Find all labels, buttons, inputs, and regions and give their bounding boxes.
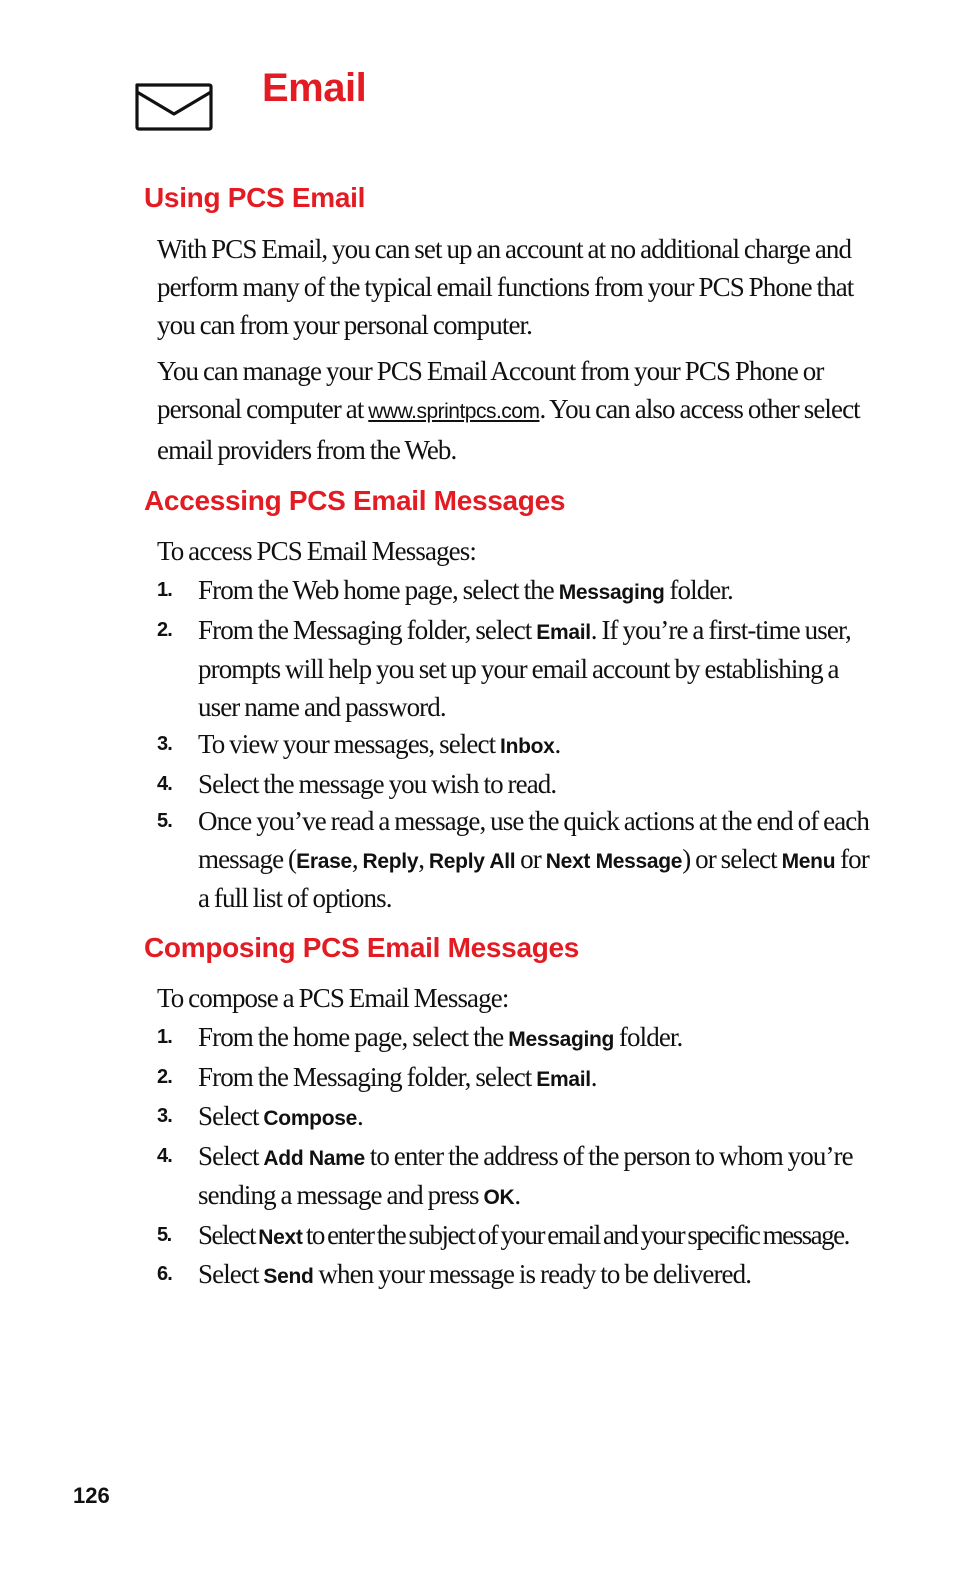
step-number: 3. — [157, 733, 172, 755]
step-text: . — [514, 1180, 521, 1210]
menu-keyword: Next Message — [545, 849, 683, 873]
step-item — [157, 572, 877, 612]
step-number: 4. — [157, 772, 172, 795]
menu-keyword: Messaging — [558, 581, 665, 604]
step-text: From the Web home page, select the — [198, 575, 559, 605]
step-text: Select — [198, 1140, 264, 1171]
paragraph-intro: With PCS Email, you can set up an account at no additional charge and perform many of the typical email functions from your PCS Phone that you can from your personal computer. — [157, 234, 854, 340]
step-number: 5. — [157, 1223, 171, 1246]
step-text: when your message is ready to be delivered. — [313, 1259, 752, 1289]
step-text: ) or select — [682, 843, 782, 874]
step-text: To view your messages, select — [198, 729, 501, 759]
menu-keyword: Email — [536, 620, 591, 644]
step-number: 1. — [157, 579, 172, 601]
step-text: Select the message you wish to read. — [198, 768, 557, 799]
paragraph-text: You can manage your PCS Email Account from your PCS Phone or personal computer at — [157, 356, 824, 424]
accessing-intro: To access PCS Email Messages: — [157, 536, 476, 566]
menu-keyword: Reply — [362, 849, 419, 873]
step-text: From the Messaging folder, select — [198, 614, 537, 645]
menu-keyword: Reply All — [428, 849, 516, 873]
step-item — [157, 1256, 877, 1296]
step-item — [157, 1019, 877, 1059]
step-item — [157, 726, 877, 766]
step-item — [157, 1217, 877, 1257]
step-number: 3. — [157, 1105, 172, 1127]
menu-keyword: Send — [263, 1265, 314, 1288]
step-text: From the home page, select the — [198, 1022, 509, 1052]
step-text: . — [357, 1101, 363, 1131]
composing-steps-list — [157, 1019, 877, 1296]
step-text: to enter the subject of your email and your specific message. — [302, 1219, 849, 1250]
step-text: Select — [198, 1219, 259, 1250]
step-text: Select — [198, 1101, 264, 1131]
step-item — [157, 1059, 877, 1099]
step-number: 1. — [157, 1026, 172, 1048]
section-heading-composing-messages: Composing PCS Email Messages — [144, 932, 580, 963]
step-text: folder. — [614, 1022, 683, 1052]
page-number: 126 — [73, 1483, 110, 1508]
step-item — [157, 612, 877, 727]
accessing-steps-list — [157, 572, 877, 918]
paragraph-text: . You can also access other select email providers from the Web. — [157, 394, 860, 465]
step-text: Select — [198, 1259, 264, 1289]
step-number: 6. — [157, 1263, 172, 1285]
step-text: , — [418, 843, 429, 874]
step-text: for a full list of options. — [198, 843, 869, 913]
menu-keyword: OK — [483, 1186, 515, 1209]
step-text: or — [515, 843, 546, 874]
step-text: to enter the address of the person to whom you’re sending a message and press — [198, 1140, 853, 1210]
step-text: . — [554, 729, 561, 759]
menu-keyword: Erase — [296, 849, 352, 873]
envelope-icon — [133, 82, 215, 132]
composing-intro: To compose a PCS Email Message: — [157, 983, 509, 1013]
menu-keyword: Add Name — [263, 1146, 365, 1170]
page-title: Email — [262, 66, 367, 110]
sprintpcs-link[interactable]: www.sprintpcs.com — [368, 400, 540, 423]
step-item — [157, 803, 877, 918]
step-number: 2. — [157, 618, 172, 641]
step-number: 5. — [157, 810, 172, 832]
step-number: 2. — [157, 1065, 172, 1088]
menu-keyword: Compose — [263, 1107, 358, 1130]
step-item — [157, 1138, 877, 1217]
paragraph-manage-account — [157, 352, 877, 469]
menu-keyword: Menu — [781, 849, 836, 873]
menu-keyword: Messaging — [508, 1028, 615, 1051]
step-text: folder. — [664, 575, 733, 605]
step-text: , — [351, 843, 363, 874]
step-text: . If you’re a first-time user, prompts will help you set up your email account by establishing a user name and password. — [198, 614, 851, 722]
step-item — [157, 766, 877, 804]
step-text: Once you’ve read a message, use the quick actions at the end of each message ( — [198, 806, 869, 874]
step-text: From the Messaging folder, select — [198, 1061, 537, 1092]
menu-keyword: Inbox — [500, 735, 555, 758]
menu-keyword: Next — [258, 1225, 303, 1249]
step-number: 4. — [157, 1144, 172, 1167]
step-item — [157, 1098, 877, 1138]
section-heading-accessing-messages: Accessing PCS Email Messages — [144, 485, 566, 516]
step-text: . — [590, 1061, 597, 1092]
menu-keyword: Email — [536, 1067, 591, 1091]
section-heading-using-pcs-email: Using PCS Email — [144, 182, 366, 213]
